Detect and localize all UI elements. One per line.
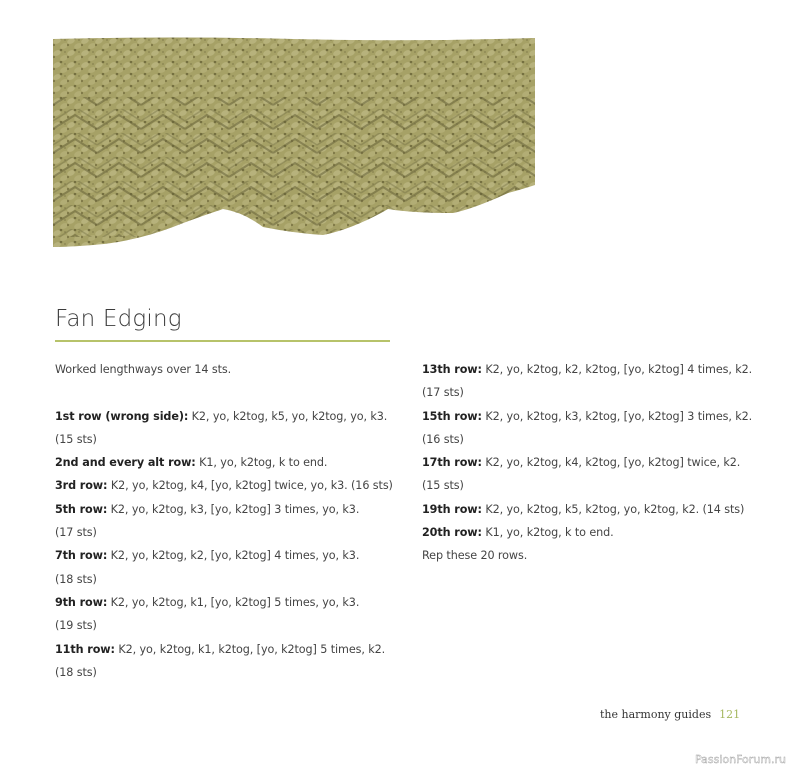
row-label: 3rd row: [55, 479, 108, 493]
row-instruction [422, 498, 762, 521]
row-instruction [55, 638, 400, 661]
page-footer [600, 708, 770, 721]
row-text: K2, yo, k2tog, k4, k2tog, [yo, k2tog] twice, k2. [481, 456, 741, 470]
row-label: 17th row: [422, 456, 482, 470]
row-instruction [55, 544, 400, 567]
repeat-note: Rep these 20 rows. [422, 549, 528, 563]
stitch-count: (17 sts) [422, 386, 464, 400]
row-label: 7th row: [55, 549, 108, 563]
stitch-count: (15 sts) [422, 479, 464, 493]
pattern-title: Fan Edging [55, 306, 182, 332]
row-instruction [55, 591, 400, 614]
row-instruction [55, 498, 400, 521]
row-label: 2nd and every alt row: [55, 456, 196, 470]
spacer [55, 381, 400, 404]
stitch-count: (15 sts) [55, 432, 97, 446]
instructions-right-column [422, 358, 762, 568]
row-text: K2, yo, k2tog, k3, k2tog, [yo, k2tog] 3 times, k2. [481, 409, 753, 423]
knitted-swatch-image [53, 37, 535, 250]
row-instruction [55, 405, 400, 428]
row-label: 13th row: [422, 363, 482, 376]
row-label: 20th row: [422, 526, 482, 540]
row-instruction [422, 451, 762, 474]
row-text: K2, yo, k2tog, k5, k2tog, yo, k2tog, k2. (14 sts) [481, 502, 745, 516]
row-text: K1, yo, k2tog, k to end. [195, 456, 328, 470]
row-text: K1, yo, k2tog, k to end. [481, 526, 614, 540]
row-instruction [422, 358, 762, 381]
watermark: PassionForum.ru [695, 753, 786, 766]
row-text: K2, yo, k2tog, k2, k2tog, [yo, k2tog] 4 times, k2. [481, 363, 753, 376]
stitch-count: (16 sts) [422, 432, 464, 446]
row-instruction [422, 521, 762, 544]
row-label: 15th row: [422, 409, 482, 423]
row-text: K2, yo, k2tog, k2, [yo, k2tog] 4 times, yo, k3. [107, 549, 360, 563]
stitch-count: (18 sts) [55, 665, 97, 679]
row-text: K2, yo, k2tog, k5, yo, k2tog, yo, k3. [188, 409, 388, 423]
row-text: K2, yo, k2tog, k1, [yo, k2tog] 5 times, yo, k3. [107, 595, 360, 609]
instructions-left-column [55, 358, 400, 684]
row-text: K2, yo, k2tog, k4, [yo, k2tog] twice, yo, k3. (16 sts) [107, 479, 393, 493]
row-label: 5th row: [55, 502, 108, 516]
title-divider [55, 340, 390, 342]
row-label: 19th row: [422, 502, 482, 516]
row-instruction [55, 474, 400, 497]
intro-text: Worked lengthways over 14 sts. [55, 363, 232, 376]
row-label: 11th row: [55, 642, 115, 656]
row-text: K2, yo, k2tog, k3, [yo, k2tog] 3 times, yo, k3. [107, 502, 360, 516]
row-label: 1st row (wrong side): [55, 409, 189, 423]
stitch-count: (19 sts) [55, 619, 97, 633]
row-text: K2, yo, k2tog, k1, k2tog, [yo, k2tog] 5 times, k2. [114, 642, 386, 656]
row-label: 9th row: [55, 595, 108, 609]
row-instruction [55, 451, 400, 474]
page-number: 121 [719, 708, 741, 721]
row-instruction [422, 405, 762, 428]
stitch-count: (18 sts) [55, 572, 97, 586]
stitch-count: (17 sts) [55, 526, 97, 540]
book-title: the harmony guides [600, 708, 712, 721]
